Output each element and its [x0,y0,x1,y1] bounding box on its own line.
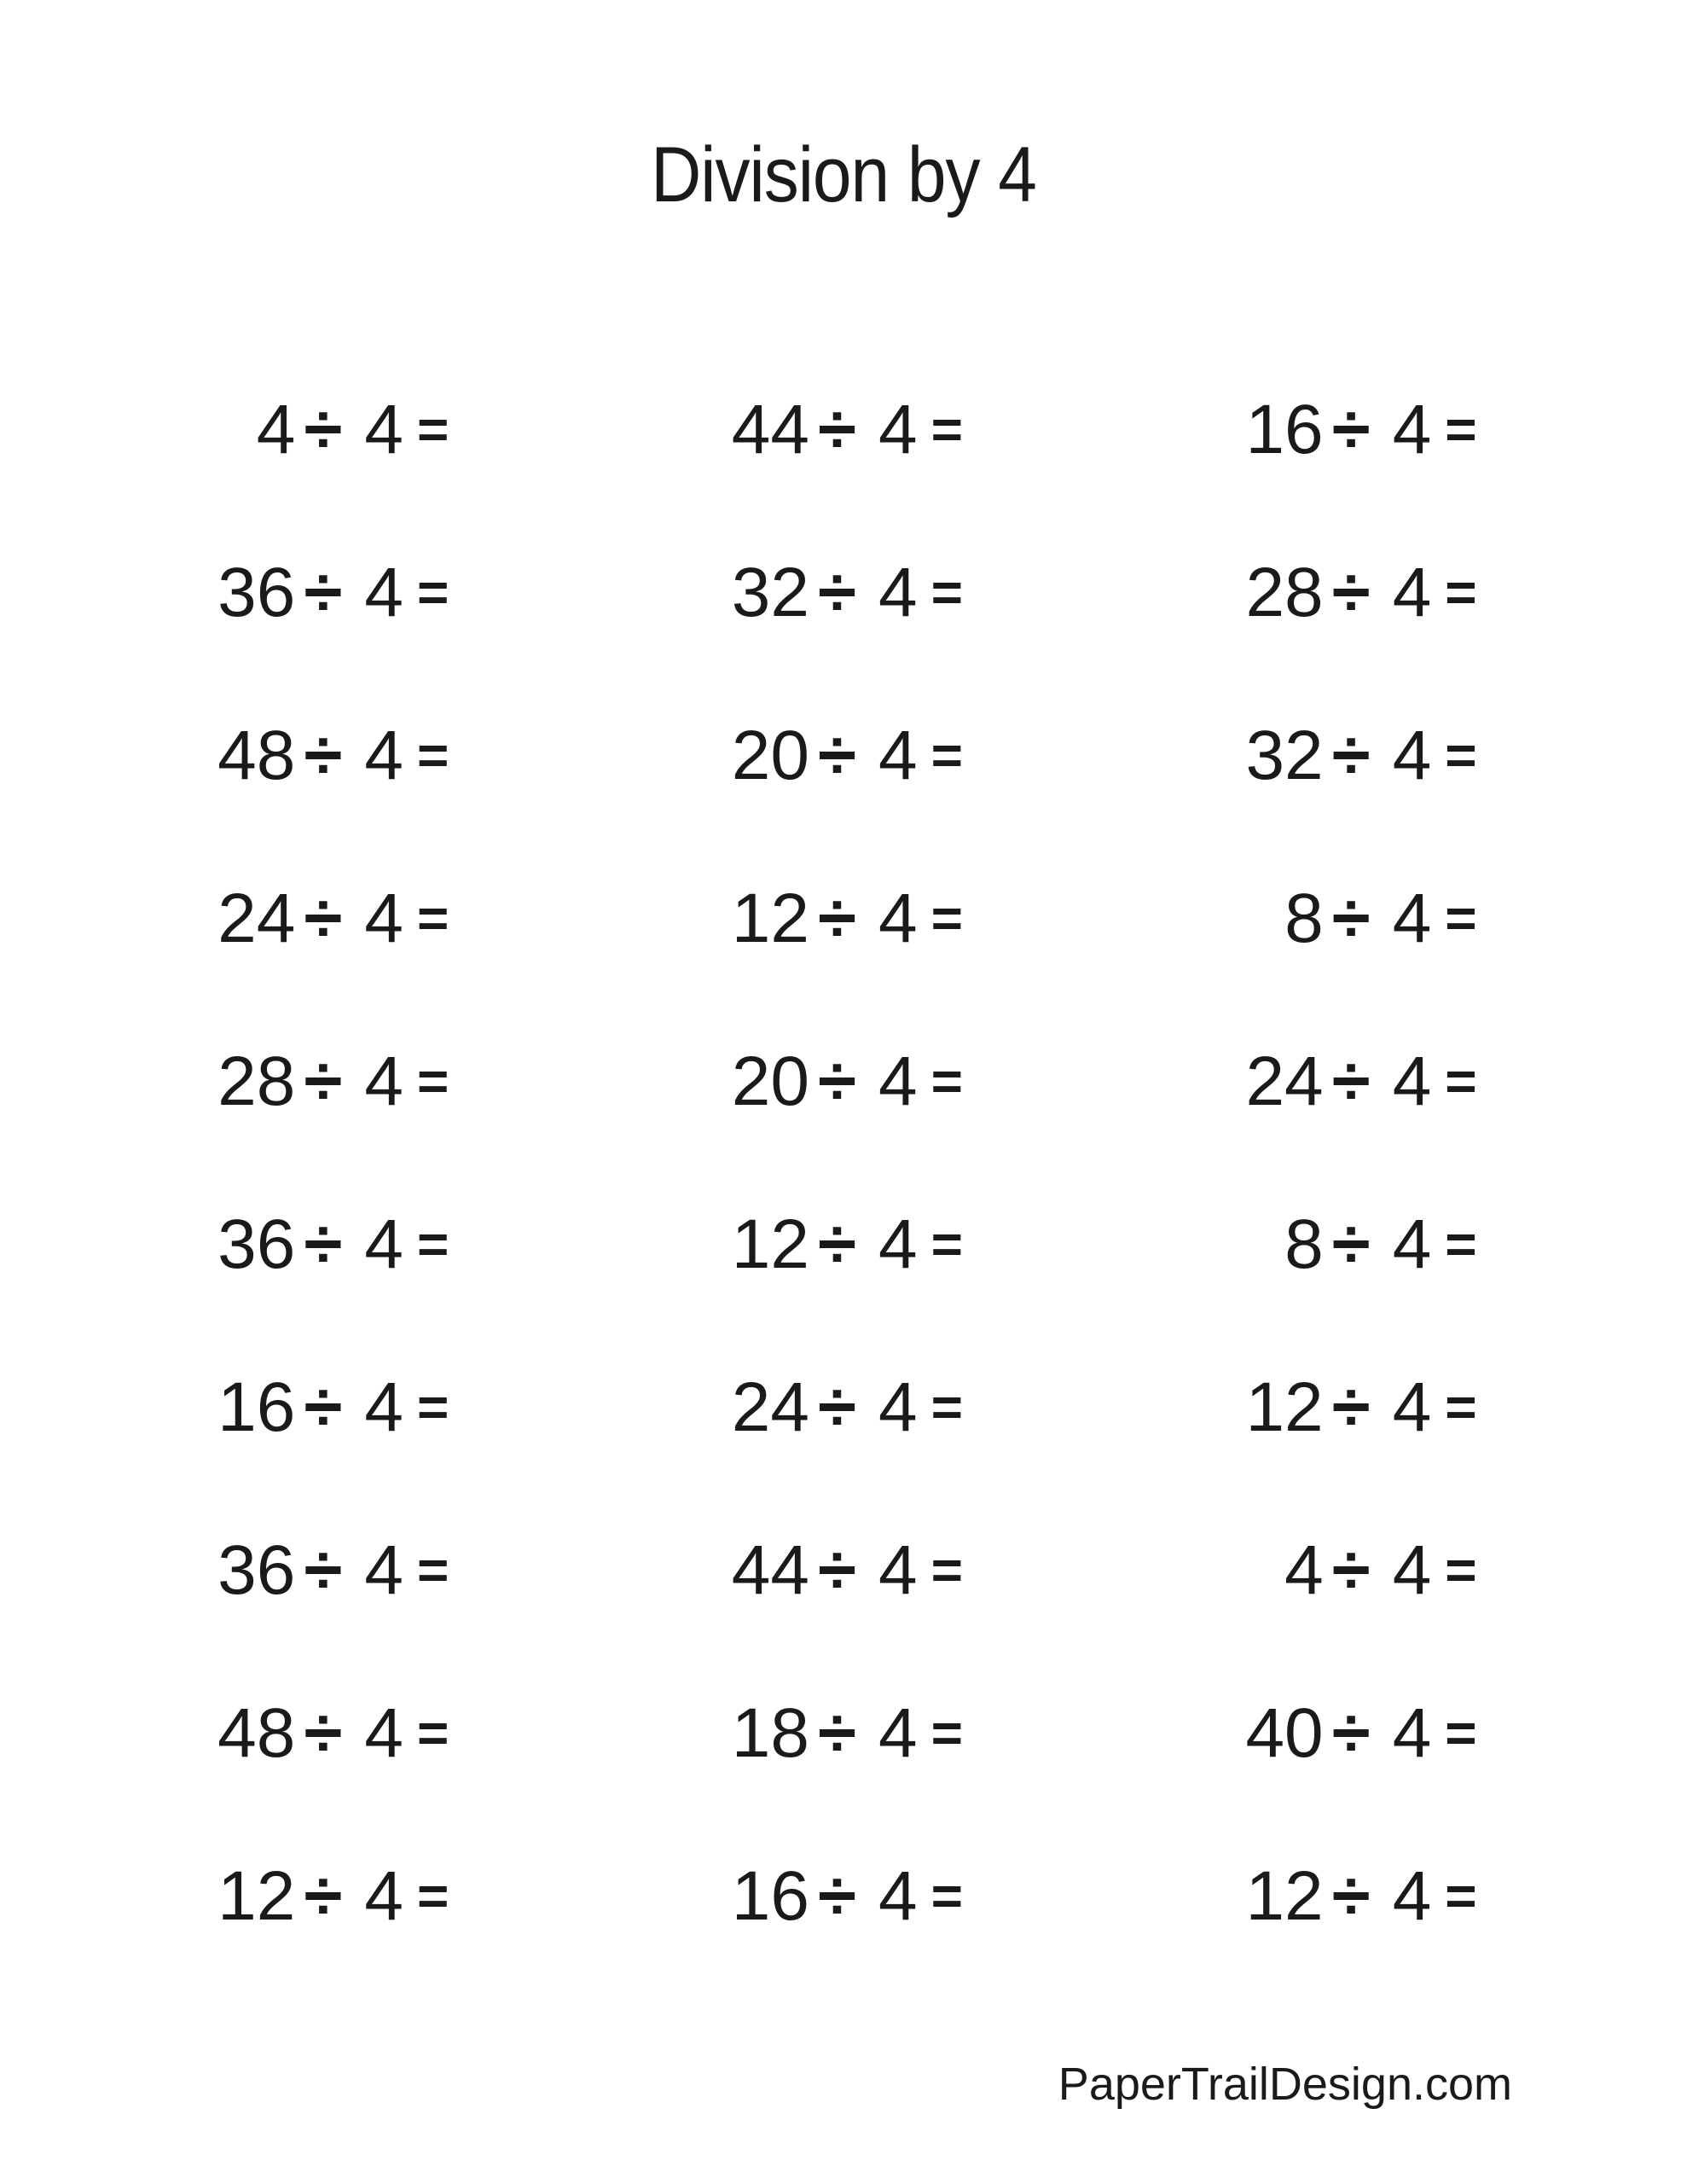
division-problem [1100,674,1615,837]
dividend-value: 48 [217,1693,296,1772]
divisor-value: 4 [364,390,403,468]
divisor-value: 4 [1392,390,1432,468]
division-problem [1100,1163,1615,1326]
dividend-value: 36 [217,1531,296,1609]
equals-sign: = [1445,1538,1477,1600]
division-sign: ÷ [304,1042,343,1120]
equals-sign: = [1445,398,1477,460]
division-problem [587,1326,1101,1489]
division-sign: ÷ [1331,1368,1371,1446]
equals-sign: = [1445,1375,1477,1438]
equals-sign: = [930,1212,963,1275]
dividend-value: 32 [1245,716,1324,794]
division-sign: ÷ [1331,716,1371,794]
equals-sign: = [416,1864,449,1926]
division-problem [1100,511,1615,674]
dividend-value: 8 [1284,1205,1324,1283]
dividend-value: 24 [217,879,296,957]
division-sign: ÷ [304,1205,343,1283]
division-problem [587,1489,1101,1652]
equals-sign: = [1445,723,1477,786]
division-sign: ÷ [818,716,857,794]
division-problem [72,837,587,1000]
division-sign: ÷ [818,879,857,957]
division-problem [1100,1489,1615,1652]
problems-grid [72,348,1615,1978]
divisor-value: 4 [878,1368,918,1446]
dividend-value: 28 [217,1042,296,1120]
footer-watermark: PaperTrailDesign.com [1058,2059,1512,2110]
divisor-value: 4 [364,553,403,631]
dividend-value: 4 [1284,1531,1324,1609]
dividend-value: 12 [217,1856,296,1935]
equals-sign: = [416,1049,449,1112]
division-sign: ÷ [1331,1693,1371,1772]
division-sign: ÷ [304,716,343,794]
division-sign: ÷ [1331,1856,1371,1935]
dividend-value: 12 [1245,1368,1324,1446]
division-sign: ÷ [818,1368,857,1446]
dividend-value: 20 [731,716,809,794]
division-problem [72,1815,587,1978]
dividend-value: 8 [1284,879,1324,957]
division-sign: ÷ [1331,390,1371,468]
equals-sign: = [930,1049,963,1112]
dividend-value: 18 [731,1693,809,1772]
equals-sign: = [416,723,449,786]
division-problem [1100,348,1615,511]
divisor-value: 4 [364,1693,403,1772]
divisor-value: 4 [878,716,918,794]
division-problem [1100,1815,1615,1978]
equals-sign: = [1445,1864,1477,1926]
divisor-value: 4 [878,1042,918,1120]
division-sign: ÷ [818,1042,857,1120]
division-problem [1100,837,1615,1000]
equals-sign: = [930,561,963,623]
divisor-value: 4 [1392,1856,1432,1935]
divisor-value: 4 [364,1205,403,1283]
division-problem [587,674,1101,837]
worksheet-title: Division by 4 [651,131,1036,219]
division-sign: ÷ [304,1856,343,1935]
dividend-value: 28 [1245,553,1324,631]
equals-sign: = [416,1538,449,1600]
equals-sign: = [930,1864,963,1926]
divisor-value: 4 [364,879,403,957]
equals-sign: = [930,398,963,460]
equals-sign: = [416,1212,449,1275]
equals-sign: = [416,398,449,460]
division-sign: ÷ [304,879,343,957]
dividend-value: 36 [217,553,296,631]
divisor-value: 4 [364,1531,403,1609]
dividend-value: 24 [1245,1042,1324,1120]
dividend-value: 4 [256,390,296,468]
equals-sign: = [930,723,963,786]
divisor-value: 4 [878,390,918,468]
equals-sign: = [416,1375,449,1438]
dividend-value: 16 [217,1368,296,1446]
division-problem [72,1000,587,1163]
divisor-value: 4 [878,1531,918,1609]
division-problem [72,1489,587,1652]
division-sign: ÷ [304,390,343,468]
dividend-value: 48 [217,716,296,794]
division-problem [587,511,1101,674]
division-problem [587,1163,1101,1326]
division-problem [587,837,1101,1000]
divisor-value: 4 [1392,879,1432,957]
division-problem [1100,1652,1615,1815]
division-problem [72,511,587,674]
divisor-value: 4 [878,553,918,631]
dividend-value: 12 [731,1205,809,1283]
division-problem [72,348,587,511]
divisor-value: 4 [1392,1368,1432,1446]
division-problem [587,1652,1101,1815]
equals-sign: = [1445,886,1477,949]
equals-sign: = [416,561,449,623]
equals-sign: = [1445,1701,1477,1763]
division-problem [1100,1326,1615,1489]
division-sign: ÷ [304,1531,343,1609]
division-sign: ÷ [818,1205,857,1283]
equals-sign: = [930,1701,963,1763]
divisor-value: 4 [878,1205,918,1283]
divisor-value: 4 [364,716,403,794]
division-problem [72,674,587,837]
divisor-value: 4 [1392,1693,1432,1772]
division-sign: ÷ [1331,1531,1371,1609]
division-problem [72,1163,587,1326]
division-sign: ÷ [1331,879,1371,957]
divisor-value: 4 [364,1368,403,1446]
equals-sign: = [1445,561,1477,623]
division-problem [72,1652,587,1815]
dividend-value: 44 [731,390,809,468]
division-sign: ÷ [818,1693,857,1772]
divisor-value: 4 [1392,716,1432,794]
division-problem [1100,1000,1615,1163]
division-sign: ÷ [818,1856,857,1935]
divisor-value: 4 [1392,553,1432,631]
divisor-value: 4 [878,879,918,957]
division-sign: ÷ [818,1531,857,1609]
dividend-value: 44 [731,1531,809,1609]
division-problem [587,1000,1101,1163]
divisor-value: 4 [364,1042,403,1120]
equals-sign: = [930,886,963,949]
division-problem [587,1815,1101,1978]
division-sign: ÷ [304,1693,343,1772]
dividend-value: 12 [731,879,809,957]
division-sign: ÷ [1331,1205,1371,1283]
division-sign: ÷ [818,390,857,468]
dividend-value: 16 [731,1856,809,1935]
dividend-value: 20 [731,1042,809,1120]
divisor-value: 4 [878,1693,918,1772]
divisor-value: 4 [878,1856,918,1935]
equals-sign: = [416,1701,449,1763]
division-sign: ÷ [304,553,343,631]
dividend-value: 16 [1245,390,1324,468]
divisor-value: 4 [364,1856,403,1935]
divisor-value: 4 [1392,1042,1432,1120]
dividend-value: 32 [731,553,809,631]
equals-sign: = [416,886,449,949]
dividend-value: 40 [1245,1693,1324,1772]
division-problem [72,1326,587,1489]
dividend-value: 12 [1245,1856,1324,1935]
division-sign: ÷ [304,1368,343,1446]
equals-sign: = [930,1375,963,1438]
divisor-value: 4 [1392,1205,1432,1283]
division-sign: ÷ [1331,553,1371,631]
divisor-value: 4 [1392,1531,1432,1609]
division-problem [587,348,1101,511]
division-sign: ÷ [1331,1042,1371,1120]
equals-sign: = [1445,1212,1477,1275]
dividend-value: 36 [217,1205,296,1283]
division-sign: ÷ [818,553,857,631]
dividend-value: 24 [731,1368,809,1446]
equals-sign: = [930,1538,963,1600]
equals-sign: = [1445,1049,1477,1112]
